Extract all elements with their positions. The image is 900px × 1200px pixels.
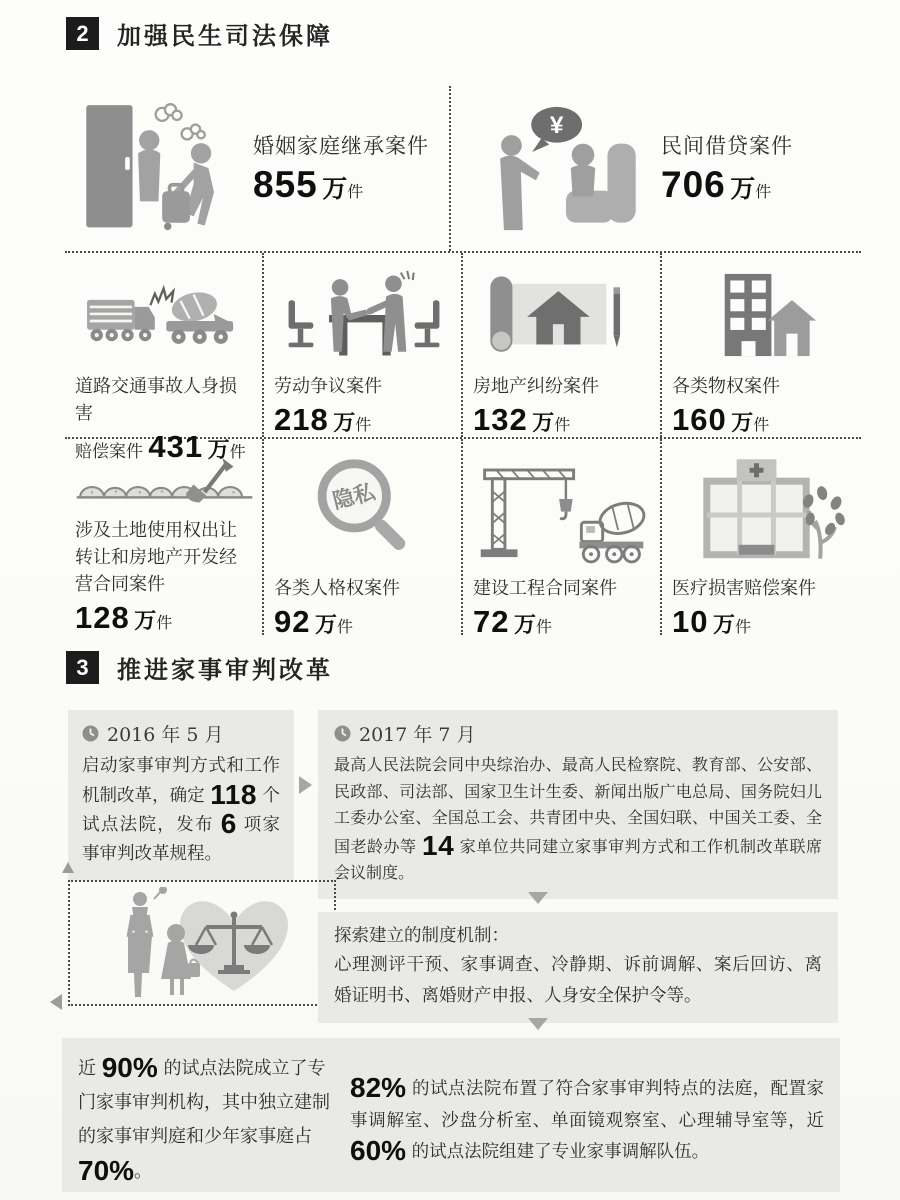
stat-unit: 万	[731, 410, 754, 436]
stat-suffix: 件	[229, 442, 246, 461]
text-segment: 启动家事审判方式和工作机制改革，确定	[82, 756, 280, 806]
stat-value	[274, 604, 453, 640]
stat-suffix: 件	[755, 182, 772, 202]
construction-crane-icon	[473, 463, 652, 567]
milestone-2016-text	[82, 752, 280, 869]
section2-header	[66, 16, 333, 51]
stat-number: 218	[274, 402, 329, 437]
stat-value	[661, 164, 793, 206]
labor-dispute-icon	[276, 269, 452, 361]
results-right-text	[350, 1074, 824, 1169]
milestone-2017-text	[334, 752, 822, 887]
results-left-text	[78, 1052, 330, 1189]
stat-label: 涉及土地使用权出让转让和房地产开发经营合同案件	[75, 520, 237, 595]
private-lending-icon	[487, 98, 647, 240]
arrow-right-icon	[299, 776, 312, 794]
stat-suffix: 件	[336, 617, 353, 636]
text-segment: 家单位共同建立家事审判方式和工作机制改革联席会议制度。	[334, 836, 822, 883]
stat-suffix: 件	[347, 182, 364, 202]
stat-number: 431	[148, 429, 204, 464]
stat-unit: 万	[513, 612, 536, 638]
stat-suffix: 件	[156, 613, 173, 632]
text-segment: 的试点法院成立了专门家事审判机构，其中独立建制的家事审判庭和少年家事庭占	[78, 1058, 330, 1148]
stat-label: 医疗损害赔偿案件	[672, 578, 816, 599]
family-illustration-box	[68, 880, 336, 1006]
stat-card-marriage	[65, 86, 451, 251]
milestone-2017-date: 2017 年 7 月	[359, 724, 476, 746]
stat-suffix: 件	[554, 415, 571, 434]
arrow-up-icon	[62, 862, 74, 873]
stat-value	[672, 402, 853, 438]
stat-number: 72	[473, 604, 510, 639]
text-segment: 的试点法院组建了专业家事调解队伍。	[406, 1142, 710, 1162]
stat-unit: 万	[322, 174, 348, 204]
results-box	[62, 1038, 840, 1192]
text-segment: 项家事审判改革规程。	[82, 815, 280, 865]
section2-title: 加强民生司法保障	[117, 23, 333, 50]
yuan-symbol: ¥	[549, 111, 564, 139]
arrow-down-icon	[528, 892, 548, 904]
arrow-down-icon	[528, 1018, 548, 1030]
stat-card-personality	[264, 439, 463, 639]
stat-number: 10	[672, 604, 709, 639]
property-buildings-icon	[693, 268, 833, 362]
icon-area	[274, 265, 453, 365]
mechanisms-box	[318, 912, 838, 1023]
stat-card-lending	[451, 86, 861, 251]
divorce-door-icon	[77, 95, 239, 243]
traffic-accident-icon	[75, 277, 254, 365]
stat-number: 92	[274, 604, 311, 639]
stat-label: 各类物权案件	[672, 376, 780, 397]
stat-value	[473, 604, 652, 640]
stats-row-3	[65, 439, 861, 639]
stat-label: 道路交通事故人身损害	[75, 376, 237, 424]
stat-suffix: 件	[734, 617, 751, 636]
text-segment: 个试点法院，发布	[82, 785, 280, 836]
stat-label: 建设工程合同案件	[473, 578, 617, 599]
stat-unit: 万	[730, 174, 756, 204]
land-shovel-icon	[75, 455, 254, 509]
stat-card-medical	[662, 439, 861, 639]
stat-label: 房地产纠纷案件	[473, 376, 599, 397]
section2-number-badge: 2	[66, 17, 99, 50]
big-number: 14	[422, 829, 455, 861]
stat-value	[253, 164, 429, 206]
milestone-2016-box	[68, 710, 294, 881]
stat-unit: 万	[207, 437, 230, 463]
clock-icon	[82, 725, 99, 742]
stat-unit: 万	[712, 612, 735, 638]
stats-row-1	[65, 86, 861, 253]
section3-title: 推进家事审判改革	[117, 657, 333, 684]
stat-value	[473, 402, 652, 438]
stat-unit: 万	[134, 608, 157, 634]
stat-number: 132	[473, 402, 528, 437]
stat-label: 民间借贷案件	[661, 133, 793, 158]
stat-text	[253, 131, 429, 207]
text-segment: 近	[78, 1058, 102, 1079]
big-percent: 60%	[350, 1135, 407, 1166]
section3-number-badge: 3	[66, 651, 99, 684]
section3-header	[66, 650, 333, 685]
stat-unit: 万	[333, 410, 356, 436]
icon-area	[473, 265, 652, 365]
big-percent: 90%	[101, 1052, 158, 1083]
stat-value	[75, 600, 254, 636]
milestone-2017-box	[318, 710, 838, 899]
stat-card-traffic	[65, 253, 264, 464]
stat-suffix: 件	[753, 415, 770, 434]
stat-number: 160	[672, 402, 727, 437]
icon-area	[473, 451, 652, 567]
stat-card-labor	[264, 253, 463, 437]
text-segment: 。	[134, 1160, 153, 1182]
stat-unit: 万	[314, 612, 337, 638]
privacy-magnifier-icon	[305, 453, 423, 565]
big-number: 6	[220, 808, 237, 840]
stat-value	[274, 402, 453, 438]
icon-area	[672, 451, 853, 567]
livelihood-stats-grid	[65, 86, 861, 639]
big-number: 118	[210, 778, 257, 810]
clock-icon	[334, 725, 351, 742]
stat-label: 婚姻家庭继承案件	[253, 133, 429, 158]
stat-suffix: 件	[355, 415, 372, 434]
arrow-left-icon	[50, 994, 62, 1010]
stat-card-realestate	[463, 253, 662, 437]
milestone-2016-date-row	[82, 720, 280, 747]
stat-label: 各类人格权案件	[274, 578, 400, 599]
stat-card-property	[662, 253, 861, 437]
stat-text	[661, 131, 793, 207]
milestone-2017-date-row	[334, 720, 822, 747]
big-percent: 82%	[350, 1072, 407, 1103]
stat-suffix: 件	[535, 617, 552, 636]
stat-number: 128	[75, 600, 130, 635]
stats-row-2	[65, 253, 861, 464]
milestone-2016-date: 2016 年 5 月	[107, 724, 224, 746]
big-percent: 70%	[78, 1154, 135, 1186]
stat-value	[672, 604, 853, 640]
mechanisms-title: 探索建立的制度机制：	[334, 926, 509, 946]
stat-unit: 万	[532, 410, 555, 436]
text-segment: 最高人民法院会同中央综治办、最高人民检察院、教育部、公安部、民政部、司法部、国家卫生计生委、新闻出版广电总局、国务院妇儿工委办公室、全国总工会、共青团中央、全国妇联、中国关工委、全国老龄办等	[334, 755, 822, 856]
icon-area	[672, 265, 853, 365]
stat-label: 劳动争议案件	[274, 376, 382, 397]
hospital-tree-icon	[681, 455, 845, 563]
icon-area	[75, 265, 254, 365]
privacy-label: 隐私	[329, 479, 378, 515]
text-segment: 的试点法院布置了符合家事审判特点的法庭，配置家事调解室、沙盘分析室、单面镜观察室、心理辅导室等，近	[350, 1079, 824, 1131]
real-estate-blueprint-icon	[480, 269, 646, 361]
stat-value-prefix: 赔偿案件	[75, 442, 149, 462]
stat-number: 706	[661, 164, 726, 206]
icon-area	[75, 451, 254, 509]
icon-area	[274, 451, 453, 567]
stat-number: 855	[253, 164, 318, 206]
stat-card-landuse	[65, 439, 264, 635]
stat-card-construction	[463, 439, 662, 639]
family-heart-scales-icon	[84, 887, 320, 999]
mechanisms-body: 心理测评干预、家事调查、冷静期、诉前调解、案后回访、离婚证明书、离婚财产申报、人身安全保护令等。	[334, 955, 822, 1006]
